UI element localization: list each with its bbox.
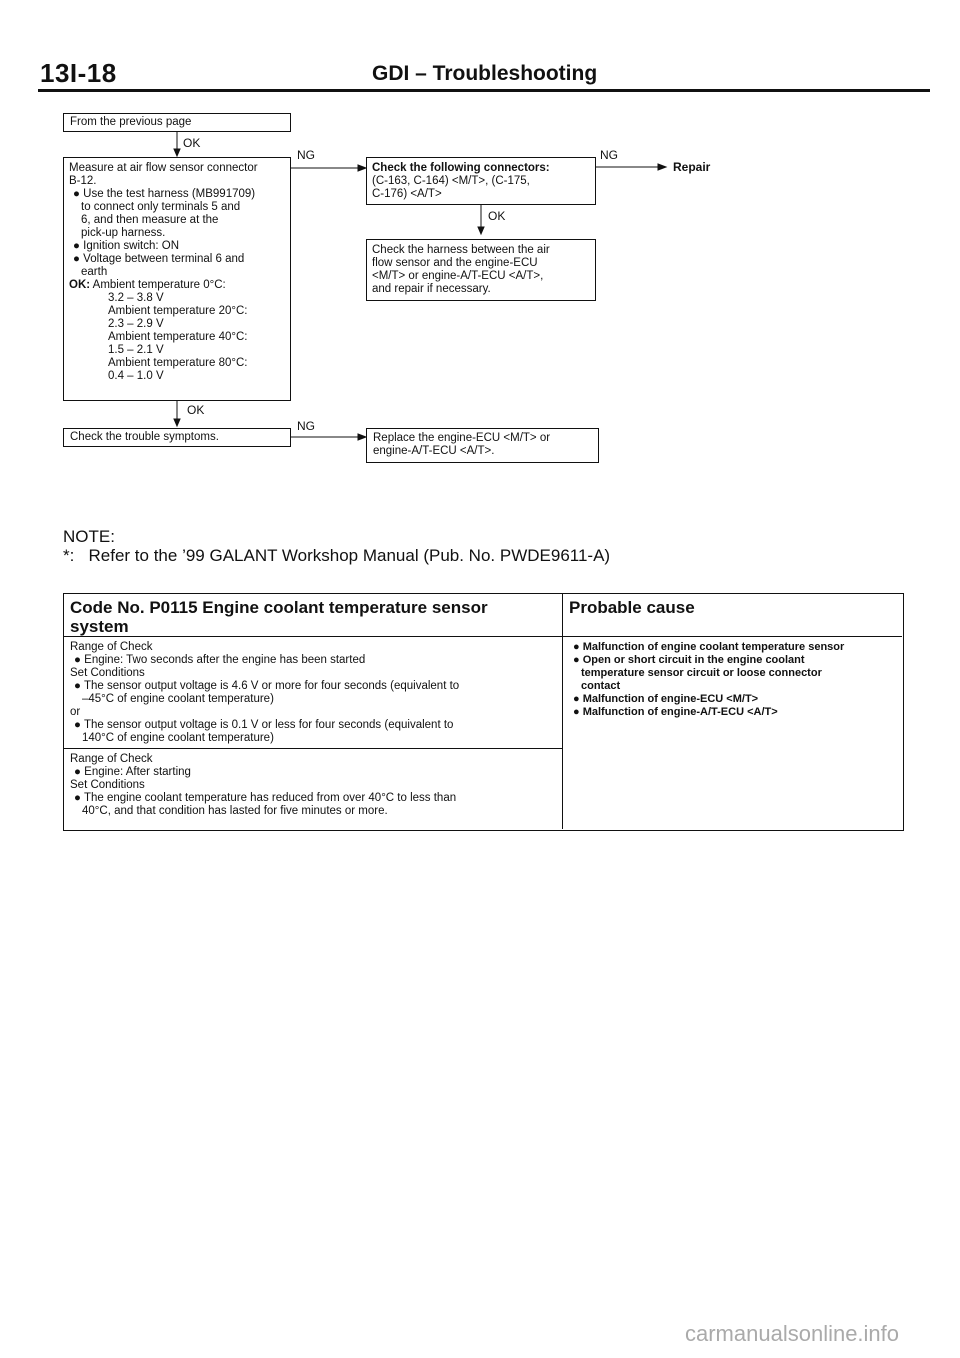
measure-ok-temp: Ambient temperature 80°C:: [108, 357, 248, 369]
table-cell-causes: ● Malfunction of engine coolant temperature sensor ● Open or short circuit in the engine coolant temperature sensor circuit or loose connector contact ● Malfunction of engine-ECU <M/T> ● Malfunction of engine-A/T-ECU <A/T>: [573, 641, 845, 718]
measure-ok-value: 0.4 – 1.0 V: [108, 370, 164, 382]
measure-ok-value: 1.5 – 2.1 V: [108, 344, 164, 356]
check-harness-line: and repair if necessary.: [372, 283, 491, 295]
check-harness-line: <M/T> or engine-A/T-ECU <A/T>,: [372, 270, 544, 282]
from-previous-page-box: [63, 113, 291, 132]
measure-bullet: ● Use the test harness (MB991709): [73, 188, 256, 200]
check-connectors-box: [366, 157, 596, 205]
measure-ok-value: 3.2 – 3.8 V: [108, 292, 164, 304]
check-connectors-line: C-176) <A/T>: [372, 188, 442, 200]
table-header-code: Code No. P0115 Engine coolant temperature sensor system: [64, 594, 563, 637]
trouble-symptoms-box: [63, 428, 291, 447]
page-number: 13I-18: [40, 58, 117, 88]
check-harness-line: Check the harness between the air: [372, 244, 550, 256]
ng-label-3: NG: [297, 419, 315, 433]
measure-line: 6, and then measure at the: [81, 214, 219, 226]
trouble-symptoms-text: Check the trouble symptoms.: [70, 431, 219, 443]
check-harness-line: flow sensor and the engine-ECU: [372, 257, 538, 269]
note-block: [63, 527, 610, 565]
check-connectors-line: (C-163, C-164) <M/T>, (C-175,: [372, 175, 530, 187]
check-harness-box: [366, 239, 596, 301]
measure-ok-line: OK: Ambient temperature 0°C:: [69, 279, 226, 291]
diagnosis-table: [63, 593, 904, 831]
note-title: NOTE:: [63, 527, 115, 546]
ok-label-3: OK: [187, 403, 205, 417]
measure-line: B-12.: [69, 175, 97, 187]
table-cell-conditions-1: Range of Check ● Engine: Two seconds after the engine has been started Set Conditions ● The sensor output voltage is 4.6 V or more for four seconds (equivalent to –45°C of engine coolant temperature) or ● The sensor output voltage is 0.1 V or less for four seconds (equivalent to 140°C of engine coolant temperature): [64, 637, 563, 749]
ok-label-2: OK: [488, 209, 506, 223]
check-connectors-title: Check the following connectors:: [372, 162, 550, 174]
measure-ok-value: 2.3 – 2.9 V: [108, 318, 164, 330]
page-title: GDI – Troubleshooting: [372, 62, 598, 85]
measure-line: pick-up harness.: [81, 227, 166, 239]
measure-bullet: ● Voltage between terminal 6 and: [73, 253, 245, 265]
measure-line: to connect only terminals 5 and: [81, 201, 241, 213]
replace-ecu-line: engine-A/T-ECU <A/T>.: [373, 445, 495, 457]
measure-ok-temp: Ambient temperature 20°C:: [108, 305, 248, 317]
replace-ecu-box: [366, 428, 599, 463]
measure-box: [63, 157, 291, 401]
from-previous-page-text: From the previous page: [70, 116, 192, 128]
ng-label-1: NG: [297, 148, 315, 162]
replace-ecu-line: Replace the engine-ECU <M/T> or: [373, 432, 551, 444]
table-cell-conditions-2: Range of Check ● Engine: After starting Set Conditions ● The engine coolant temperature has reduced from over 40°C to less than 40°C, and that condition has lasted for five minutes or more.: [64, 749, 563, 829]
measure-line: Measure at air flow sensor connector: [69, 162, 258, 174]
footer-watermark: carmanualsonline.info: [685, 1321, 900, 1346]
note-text: *: Refer to the ’99 GALANT Workshop Manual (Pub. No. PWDE9611-A): [63, 546, 611, 565]
ng-label-2: NG: [600, 148, 618, 162]
ok-label-1: OK: [183, 136, 201, 150]
measure-line: earth: [81, 266, 108, 278]
repair-label: Repair: [673, 160, 711, 174]
measure-bullet: ● Ignition switch: ON: [73, 240, 180, 252]
table-header-cause: Probable cause: [563, 594, 902, 637]
measure-ok-temp: Ambient temperature 40°C:: [108, 331, 248, 343]
